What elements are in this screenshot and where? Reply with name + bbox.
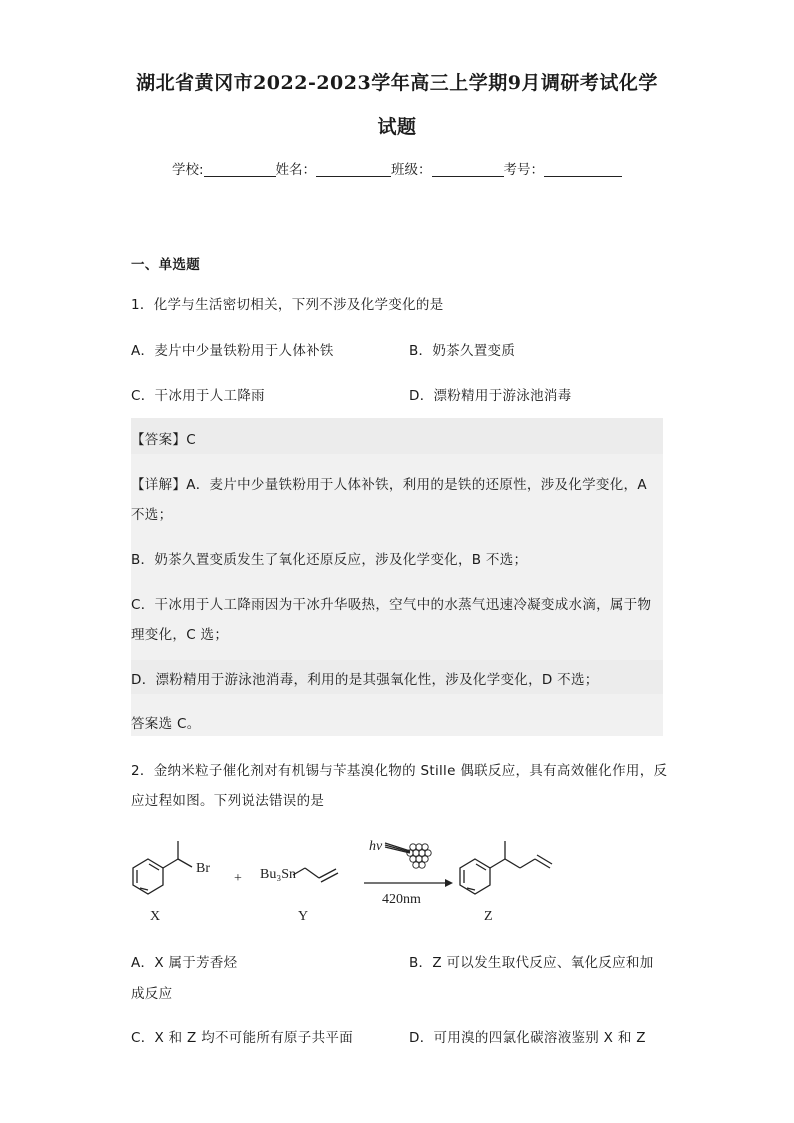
reaction-scheme [120, 825, 600, 930]
class-label: 班级： [391, 162, 432, 178]
exam-no-field[interactable] [544, 162, 622, 177]
student-info-row [0, 158, 794, 178]
tin-label: Bu₃Sn [260, 867, 297, 882]
q1-detail-b: B．奶茶久置变质发生了氧化还原反应，涉及化学变化，B 不选； [131, 552, 528, 568]
q1-option-d: D．漂粉精用于游泳池消毒 [409, 388, 572, 404]
answer-band [131, 418, 663, 454]
q1-conclusion: 答案选 C。 [131, 716, 201, 732]
q2-stem-line1: 2．金纳米粒子催化剂对有机锡与苄基溴化物的 Stille 偶联反应，具有高效催化作用，反 [131, 763, 668, 779]
q2-stem-line2: 应过程如图。下列说法错误的是 [131, 793, 325, 809]
q2-option-a: A．X 属于芳香烃 [131, 955, 238, 971]
q1-option-a: A．麦片中少量铁粉用于人体补铁 [131, 343, 334, 359]
benzene-ring-z [460, 859, 490, 894]
compound-y-label: Y [298, 909, 309, 924]
q2-option-b-line2: 成反应 [131, 986, 173, 1002]
exam-no-label: 考号： [503, 162, 545, 178]
answer-box [131, 418, 663, 736]
q1-detail-a-line1: 【详解】A．麦片中少量铁粉用于人体补铁，利用的是铁的还原性，涉及化学变化，A [131, 477, 647, 493]
q1-detail-a-line2: 不选； [131, 507, 173, 523]
name-field[interactable] [316, 162, 391, 177]
plus-sign: + [234, 871, 242, 886]
q2-option-b-line1: B．Z 可以发生取代反应、氧化反应和加 [409, 955, 654, 971]
school-field[interactable] [204, 162, 276, 177]
arrow-head [445, 879, 453, 887]
hv-label: hv [369, 839, 383, 854]
wavelength-label: 420nm [382, 892, 421, 907]
q1-answer: 【答案】C [131, 432, 196, 448]
section-heading: 一、单选题 [131, 257, 200, 273]
q1-detail-d: D．漂粉精用于游泳池消毒，利用的是其强氧化性，涉及化学变化，D 不选； [131, 672, 599, 688]
q1-option-c: C．干冰用于人工降雨 [131, 388, 265, 404]
q1-detail-c-line1: C．干冰用于人工降雨因为干冰升华吸热，空气中的水蒸气迅速冷凝变成水滴，属于物 [131, 597, 652, 613]
br-label: Br [196, 861, 210, 876]
q1-stem: 1．化学与生活密切相关，下列不涉及化学变化的是 [131, 297, 444, 313]
gold-nanoparticle-icon [407, 844, 431, 868]
q1-option-b: B．奶茶久置变质 [409, 343, 516, 359]
class-field[interactable] [432, 162, 504, 177]
q1-detail-c-line2: 理变化，C 选； [131, 627, 229, 643]
page-title: 湖北省黄冈市2022-2023学年高三上学期9月调研考试化学 [136, 72, 658, 94]
q2-option-c: C．X 和 Z 均不可能所有原子共平面 [131, 1030, 353, 1046]
benzene-ring-x [133, 859, 163, 894]
name-label: 姓名： [275, 162, 317, 178]
q2-option-d: D．可用溴的四氯化碳溶液鉴别 X 和 Z [409, 1030, 646, 1046]
school-label: 学校: [171, 162, 204, 178]
compound-z-label: Z [484, 909, 493, 924]
compound-x-label: X [150, 909, 161, 924]
page-title-line2: 试题 [377, 116, 417, 138]
